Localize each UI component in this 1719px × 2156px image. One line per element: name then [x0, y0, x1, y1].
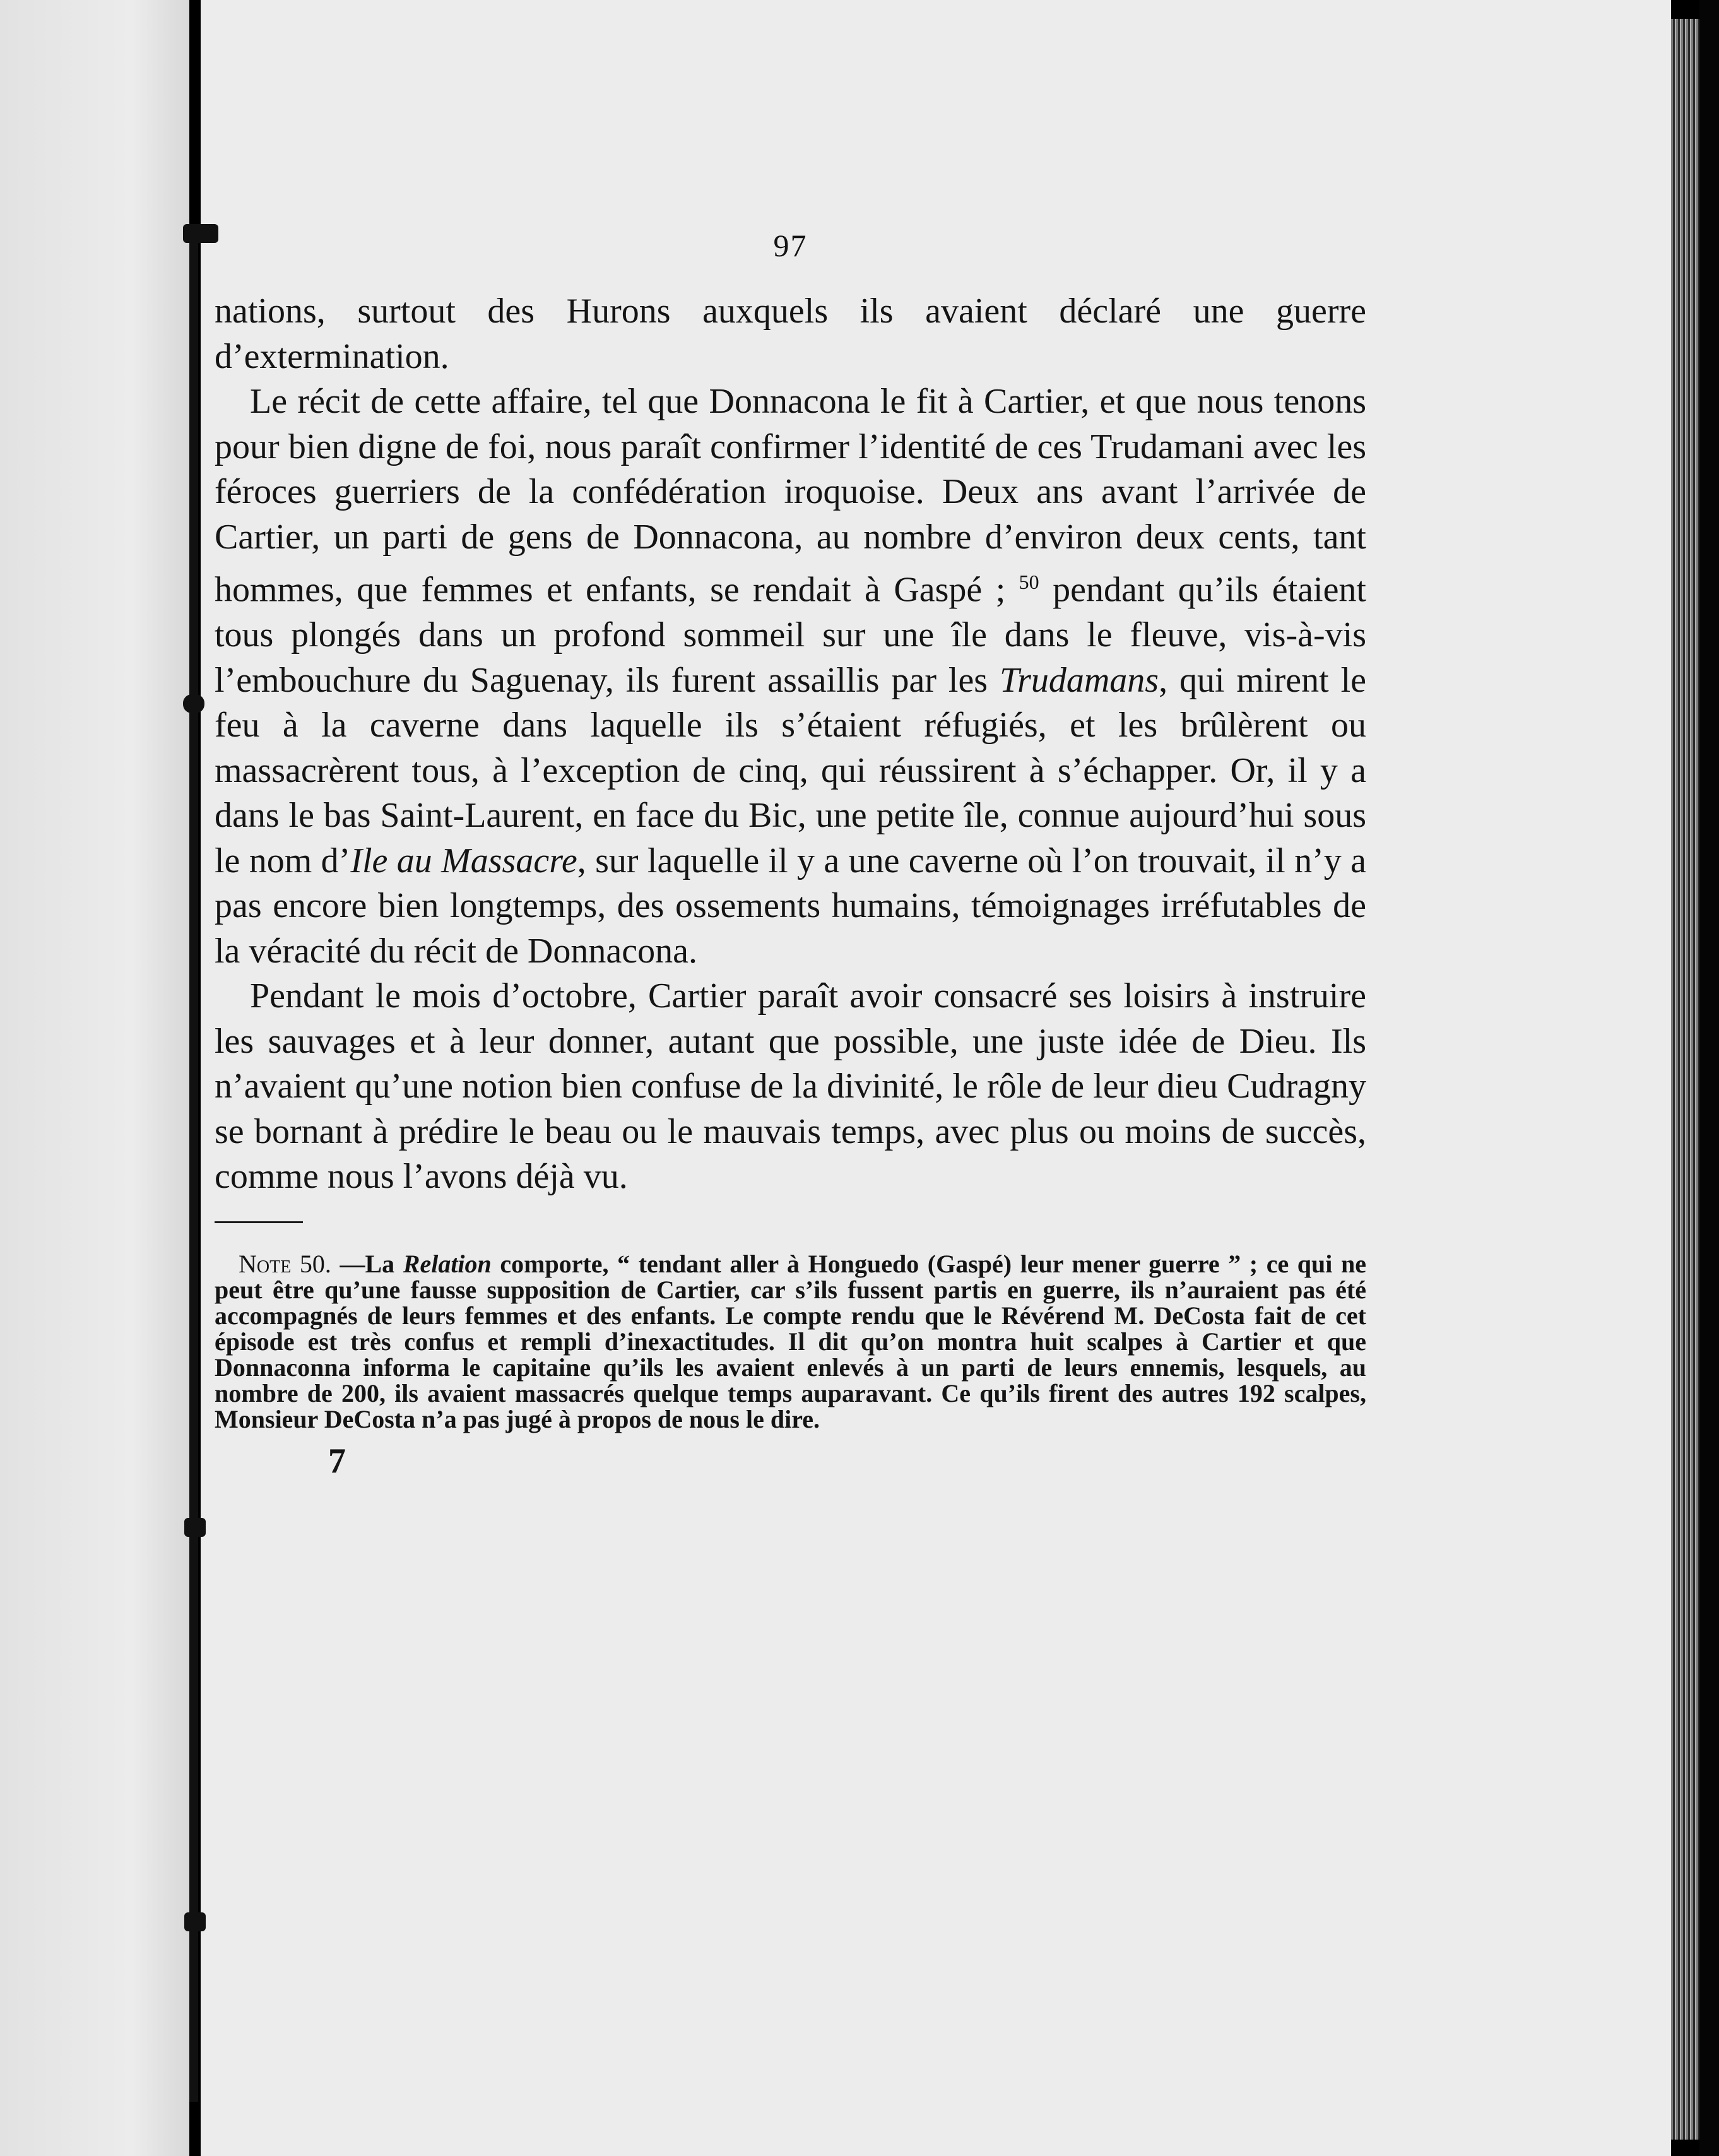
footnote-label: Note 50. [239, 1249, 331, 1278]
signature-mark: 7 [328, 1441, 346, 1481]
text-segment: pendant qu’ils étaient tous plongés dans un profond sommeil sur une île dans le fleuve, vis-à-vis l’embouchure du Saguenay, ils furent assaillis par les [215, 570, 1366, 700]
italic-text: Relation [403, 1249, 492, 1278]
page-content [215, 227, 1366, 1481]
text-segment: comporte, “ tendant aller à Honguedo (Gaspé) leur mener guerre ” ; ce qui ne peut être qu’une fausse supposition de Cartier, car s’ils fussent partis en guerre, ils n’auraient pas été accompagnés de leurs femmes et des enfants. Le compte rendu que le Révérend M. DeCosta fait de cet épisode est très confus et rempli d’inexactitudes. Il dit qu’on montra huit scalpes à Cartier et que Donnaconna informa le capitaine qu’ils les avaient enlevés à un parti de leurs ennemis, lesquels, au nombre de 200, ils avaient massacrés quelque temps auparavant. Ce qu’ils firent des autres 192 scalpes, Monsieur DeCosta n’a pas jugé à propos de nous le dire. [215, 1249, 1366, 1433]
text-segment: Pendant le mois d’octobre, Cartier paraît avoir consacré ses loisirs à instruire les sauvages et à leur donner, autant que possible, une juste idée de Dieu. Ils n’avaient qu’une notion bien confuse de la divinité, le rôle de leur dieu Cudragny se bornant à prédire le beau ou le mauvais temps, avec plus ou moins de succès, comme nous l’avons déjà vu. [215, 976, 1366, 1197]
page-stack-edge [1671, 19, 1699, 2140]
binding-thread-mark [183, 224, 218, 243]
binding-thread-mark [184, 1518, 206, 1537]
footnote [215, 1251, 1366, 1432]
paragraph [215, 974, 1366, 1200]
left-page-leaf [0, 0, 189, 2156]
italic-text: Trudamans [1000, 660, 1159, 700]
binding-thread-mark [183, 694, 204, 713]
paragraph [215, 379, 1366, 974]
binding-thread-mark [184, 1912, 206, 1931]
footnote-reference: 50 [1019, 571, 1039, 593]
italic-text: Ile au Massacre [350, 841, 577, 880]
text-segment: Le récit de cette affaire, tel que Donnacona le fit à Cartier, et que nous tenons pour bien digne de foi, nous paraît confirmer l’identité de ces Trudamani avec les féroces guerriers de la confédération iroquoise. Deux ans avant l’arrivée de Cartier, un parti de gens de Donnacona, au nombre d’environ deux cents, tant hommes, que femmes et enfants, se rendait à Gaspé ; [215, 382, 1366, 610]
binding-gutter [189, 234, 198, 2102]
scan-border [1699, 0, 1719, 2156]
body-text [215, 289, 1366, 1200]
text-segment: nations, surtout des Hurons auxquels ils avaient déclaré une guerre d’extermination. [215, 292, 1366, 376]
text-segment: —La [331, 1249, 403, 1278]
footnote-rule [215, 1221, 303, 1223]
paragraph [215, 289, 1366, 379]
page-number: 97 [773, 228, 808, 263]
text-segment: , sur laquelle il y a une caverne où l’on trouvait, il n’y a pas encore bien longtemps, des ossements humains, témoignages irréfutables de la véracité du récit de Donnacona. [215, 841, 1366, 971]
text-segment: , qui mirent le feu à la caverne dans laquelle ils s’étaient réfugiés, et les brûlèrent ou massacrèrent tous, à l’exception de cinq, qui réussirent à s’échapper. Or, il y a dans le bas Saint-Laurent, en face du Bic, une petite île, connue aujourd’hui sous le nom d’ [215, 660, 1366, 880]
